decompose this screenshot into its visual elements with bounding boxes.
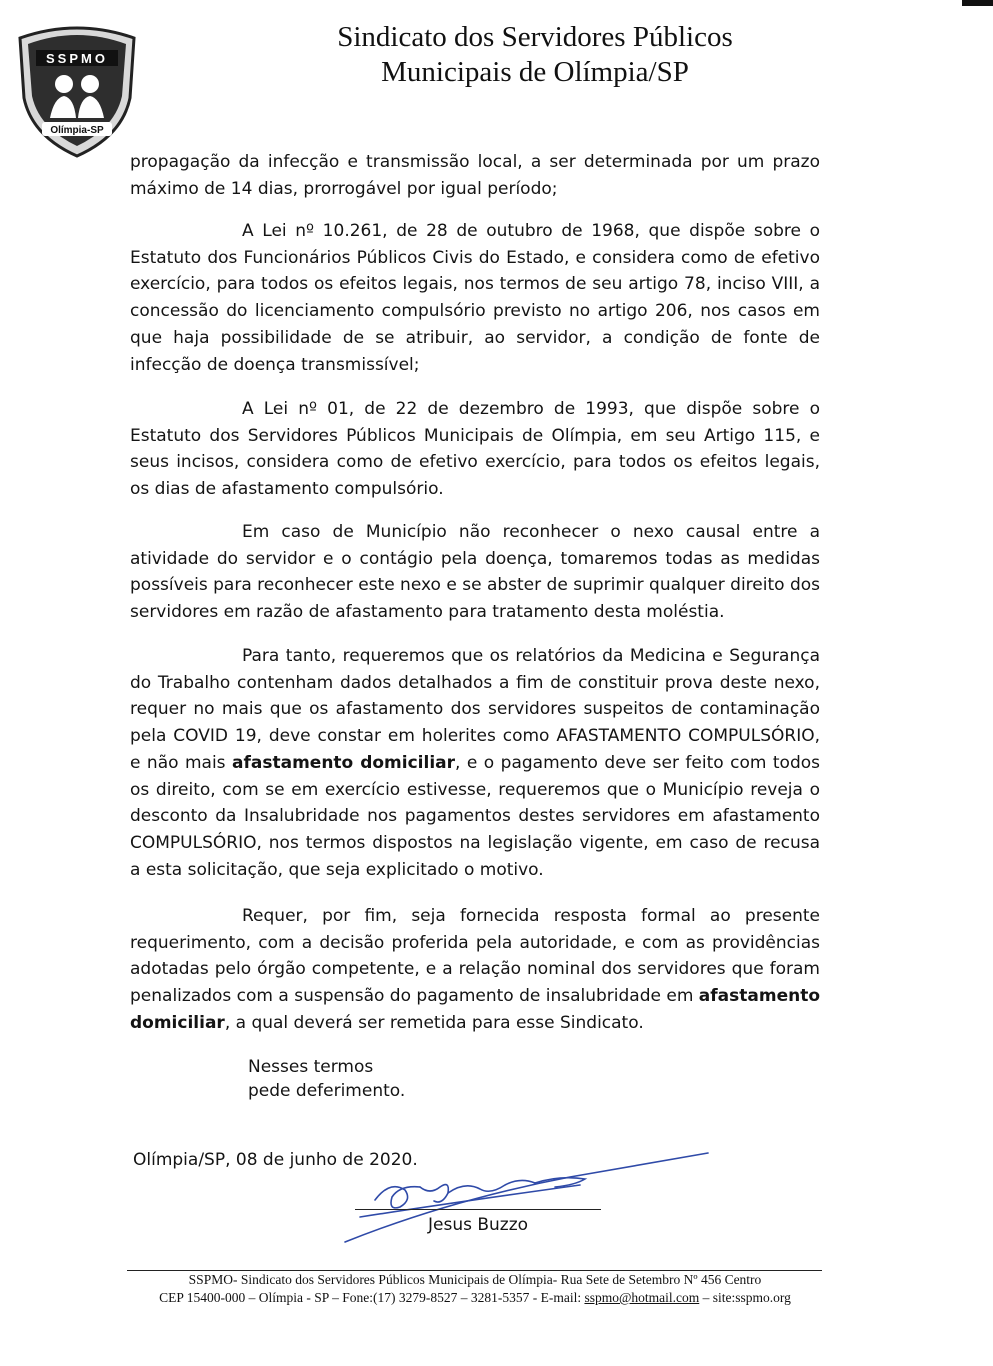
- sspmo-logo: [12, 18, 142, 158]
- footer-site-text: – site:sspmo.org: [699, 1290, 791, 1305]
- paragraph-3-text: A Lei nº 01, de 22 de dezembro de 1993, que dispõe sobre o Estatuto dos Servidores Públicos Municipais de Olímpia, em seu Artigo 115, e seus incisos, considera como de efetivo exercício, para todos os efeitos legais, os dias de afastamento compulsório.: [130, 399, 820, 500]
- logo-text-bottom: Olímpia-SP: [50, 125, 104, 136]
- paragraph-2-text: A Lei nº 10.261, de 28 de outubro de 1968, que dispõe sobre o Estatuto dos Funcionários Públicos Civis do Estado, e considera como de efetivo exercício, para todos os efeitos legais, nos termos de seu artigo 78, inciso VIII, a concessão do licenciamento compulsório previsto no artigo 206, nos casos em que haja possibilidade de se atribuir, ao servidor, a condição de fonte de infecção de doença transmissível;: [130, 221, 820, 375]
- paragraph-6-text-b: , a qual deverá ser remetida para esse Sindicato.: [224, 1012, 644, 1033]
- paragraph-2: [130, 218, 820, 378]
- paragraph-5-text-b: , e o pagamento deve ser feito com todos os direito, com se em exercício estivesse, requeremos que o Município reveja o desconto da Insalubridade nos pagamentos destes servidores em afastamento COMPULSÓRIO, nos termos dispostos na legislação vigente, em caso de recusa a esta solicitação, que seja explicitado o motivo.: [130, 752, 820, 880]
- signer-name: Jesus Buzzo: [428, 1215, 529, 1235]
- paragraph-6-text-a: Requer, por fim, seja fornecida resposta formal ao presente requerimento, com a decisão proferida pela autoridade, e com as providências adotadas pelo órgão competente, e a relação nominal dos servidores que foram penalizados com a suspensão do pagamento de insalubridade em: [130, 906, 820, 1007]
- closing-line-2: pede deferimento.: [248, 1081, 406, 1101]
- footer-email[interactable]: sspmo@hotmail.com: [584, 1290, 700, 1305]
- footer-line-1: SSPMO- Sindicato dos Servidores Públicos Municipais de Olímpia- Rua Sete de Setembro Nº 456 Centro: [188, 1272, 762, 1287]
- footer-contact-text: CEP 15400-000 – Olímpia - SP – Fone:(17) 3279-8527 – 3281-5357 - E-mail:: [159, 1290, 585, 1305]
- paragraph-1: propagação da infecção e transmissão local, a ser determinada por um prazo máximo de 14 dias, prorrogável por igual período;: [130, 152, 820, 199]
- paragraph-5: [130, 643, 820, 883]
- paragraph-6-content: [130, 903, 820, 1037]
- handwritten-signature: [330, 1145, 710, 1255]
- paragraph-5-text-a: Para tanto, requeremos que os relatórios da Medicina e Segurança do Trabalho contenham dados detalhados a fim de constituir prova deste nexo, requer no mais que os afastamento dos servidores suspeitos de contaminação pela COVID 19, deve constar em holerites como AFASTAMENTO COMPULSÓRIO, e não mais: [130, 646, 820, 773]
- paragraph-6: [130, 903, 820, 1037]
- signature-line: [355, 1209, 601, 1210]
- paragraph-3: [130, 396, 820, 503]
- paragraph-5-content: [130, 643, 820, 883]
- date-line: Olímpia/SP, 08 de junho de 2020.: [133, 1150, 418, 1170]
- paragraph-6-bold: afastamento domiciliar: [130, 986, 821, 1033]
- header-title-line2: Municipais de Olímpia/SP: [381, 56, 689, 88]
- paragraph-4: [130, 519, 820, 626]
- footer-rule: [127, 1270, 822, 1271]
- paragraph-5-bold: afastamento domiciliar: [232, 752, 456, 773]
- scan-edge-mark: [962, 0, 993, 6]
- paragraph-4-text: Em caso de Município não reconhecer o nexo causal entre a atividade do servidor e o contágio pela doença, tomaremos todas as medidas possíveis para reconhecer este nexo e se abster de suprimir qualquer direito dos servidores em razão de afastamento para tratamento desta moléstia.: [130, 522, 820, 623]
- closing-line-1: Nesses termos: [248, 1057, 374, 1077]
- logo-text-top: SSPMO: [46, 51, 108, 66]
- header-title-line1: Sindicato dos Servidores Públicos: [337, 21, 733, 53]
- footer-line-2: [110, 1290, 840, 1306]
